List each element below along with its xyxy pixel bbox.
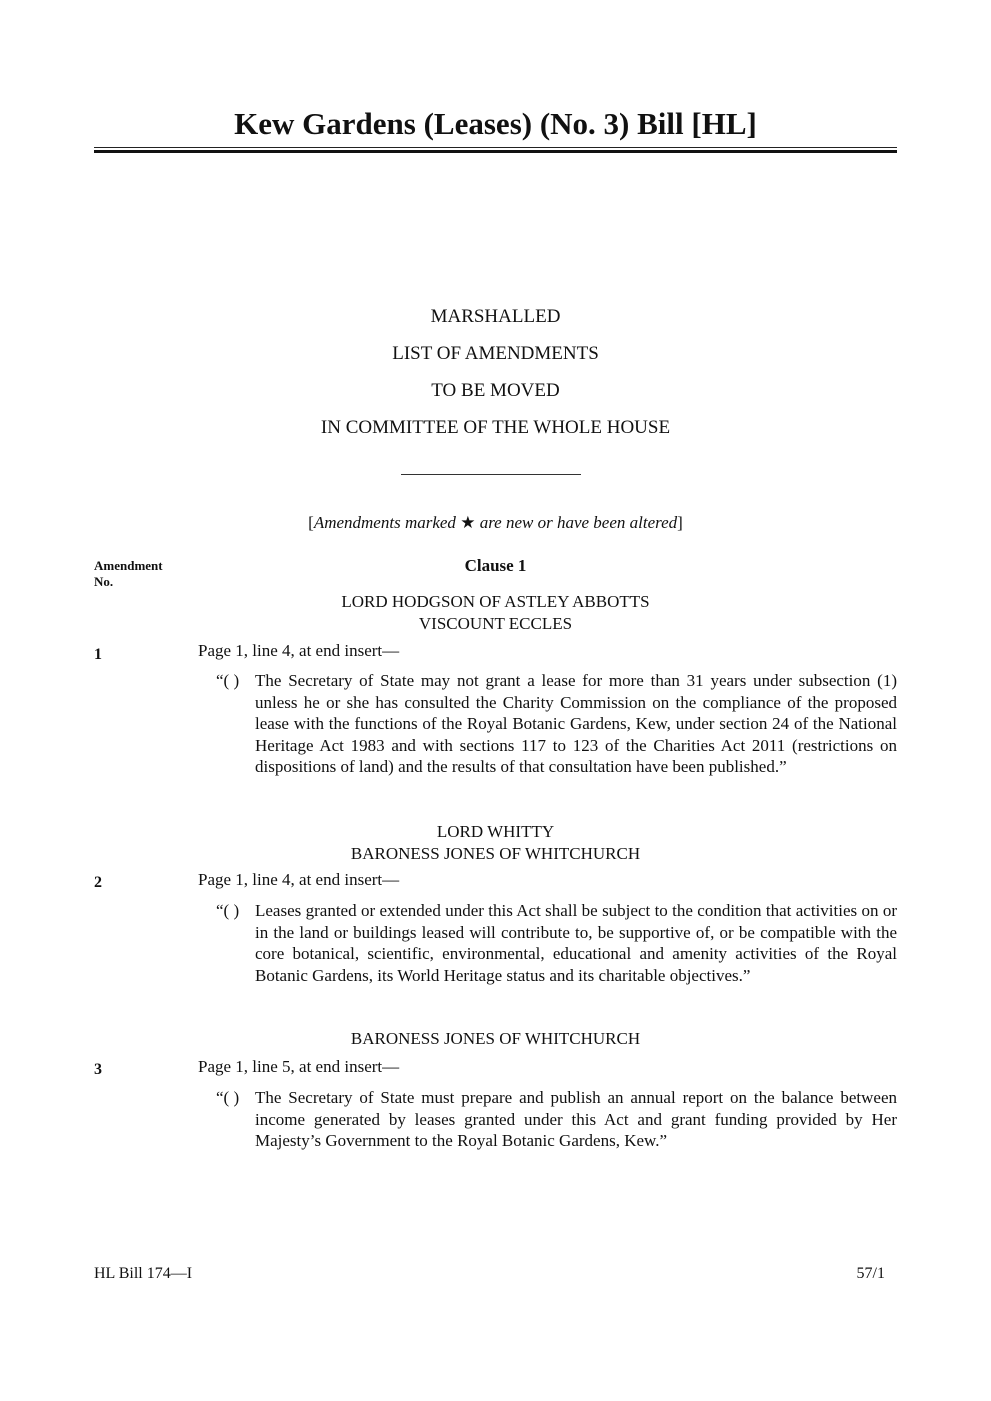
title-rule-thick <box>94 150 897 153</box>
footer-page-reference: 57/1 <box>856 1265 885 1282</box>
amendment-3-text: The Secretary of State must prepare and publish an annual report on the balance between income generated by leases granted under this Act and grant funding provided by Her Majesty’s Government to the Royal Botanic Gardens, Kew.” <box>255 1088 897 1150</box>
heading-committee: IN COMMITTEE OF THE WHOLE HOUSE <box>320 417 671 438</box>
separator-rule <box>401 474 581 475</box>
note-bracket-open: [ <box>308 513 314 532</box>
amendment-2-number: 2 <box>94 874 102 891</box>
amendment-1-sponsors <box>94 591 897 635</box>
amendment-1-text-block <box>216 670 897 778</box>
note-text-after: are new or have been altered <box>475 513 678 532</box>
heading-list-of-amendments: LIST OF AMENDMENTS <box>392 343 599 364</box>
quote-open-marker: “( ) <box>216 671 240 690</box>
heading-to-be-moved: TO BE MOVED <box>431 380 560 401</box>
sponsor-name: LORD HODGSON OF ASTLEY ABBOTTS <box>341 592 650 611</box>
amendment-3-sponsors <box>94 1028 897 1050</box>
amendment-label-line1: Amendment <box>94 558 163 573</box>
sponsor-name: VISCOUNT ECCLES <box>418 614 573 633</box>
quote-open-marker: “( ) <box>216 1088 240 1107</box>
amendment-2-text: Leases granted or extended under this Act shall be subject to the condition that activities on or in the land or buildings leased will contribute to, be supportive of, or be compatible with the core botanical, scientific, environmental, educational and amenity activities of the Royal Botanic Gardens, its World Heritage status and its charitable objectives.” <box>255 901 897 985</box>
amendment-2-instruction: Page 1, line 4, at end insert— <box>198 870 400 889</box>
sponsor-name: LORD WHITTY <box>436 822 555 841</box>
amendments-note <box>94 513 897 533</box>
amendment-2-sponsors <box>94 821 897 865</box>
title-rule-thin <box>94 147 897 148</box>
footer-bill-reference: HL Bill 174—I <box>94 1265 193 1282</box>
amendment-3-text-block <box>216 1087 897 1152</box>
sponsor-name: BARONESS JONES OF WHITCHURCH <box>350 844 641 863</box>
amendment-label-line2: No. <box>94 574 114 589</box>
sponsor-name: BARONESS JONES OF WHITCHURCH <box>350 1029 641 1048</box>
amendment-1-number: 1 <box>94 646 102 663</box>
note-text-before: Amendments marked <box>313 513 461 532</box>
note-bracket-close: ] <box>677 513 683 532</box>
star-icon: ★ <box>460 513 476 532</box>
quote-open-marker: “( ) <box>216 901 240 920</box>
amendment-1-instruction: Page 1, line 4, at end insert— <box>198 641 400 660</box>
amendment-2-text-block <box>216 900 897 986</box>
heading-marshalled: MARSHALLED <box>430 306 561 327</box>
amendment-1-text: The Secretary of State may not grant a lease for more than 31 years under subsection (1) unless he or she has consulted the Charity Commission on the compliance of the proposed lease with the functions of the Royal Botanic Gardens, Kew, under section 24 of the National Heritage Act 1983 and with sections 117 to 123 of the Charities Act 2011 (restrictions on dispositions of land) and the results of that consultation have been published.” <box>255 671 897 776</box>
amendment-3-instruction: Page 1, line 5, at end insert— <box>198 1057 400 1076</box>
amendment-3-number: 3 <box>94 1061 102 1078</box>
clause-heading: Clause 1 <box>464 556 527 575</box>
bill-title: Kew Gardens (Leases) (No. 3) Bill [HL] <box>234 106 757 141</box>
